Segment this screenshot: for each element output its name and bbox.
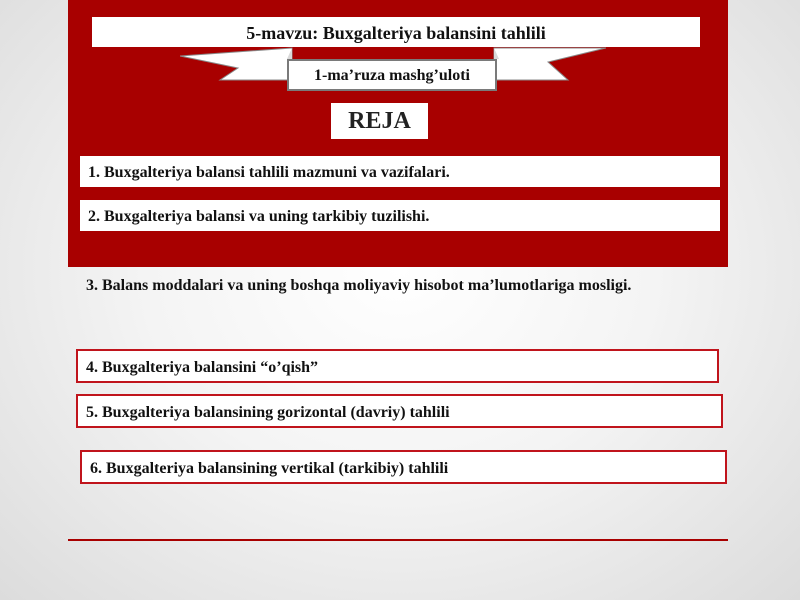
plan-item-2: 2. Buxgalteriya balansi va uning tarkibiy tuzilishi. (80, 200, 720, 231)
footer-divider (68, 539, 728, 541)
topic-title: 5-mavzu: Buxgalteriya balansini tahlili (92, 17, 700, 47)
plan-item-3: 3. Balans moddalari va uning boshqa moliyaviy hisobot ma’lumotlariga mosligi. (86, 277, 632, 294)
plan-heading: REJA (331, 103, 428, 139)
plan-item-4: 4. Buxgalteriya balansini “o’qish” (76, 349, 719, 383)
plan-item-1: 1. Buxgalteriya balansi tahlili mazmuni va vazifalari. (80, 156, 720, 187)
plan-item-5: 5. Buxgalteriya balansining gorizontal (davriy) tahlili (76, 394, 723, 428)
lecture-label: 1-ma’ruza mashg’uloti (287, 59, 497, 91)
plan-item-6: 6. Buxgalteriya balansining vertikal (tarkibiy) tahlili (80, 450, 727, 484)
